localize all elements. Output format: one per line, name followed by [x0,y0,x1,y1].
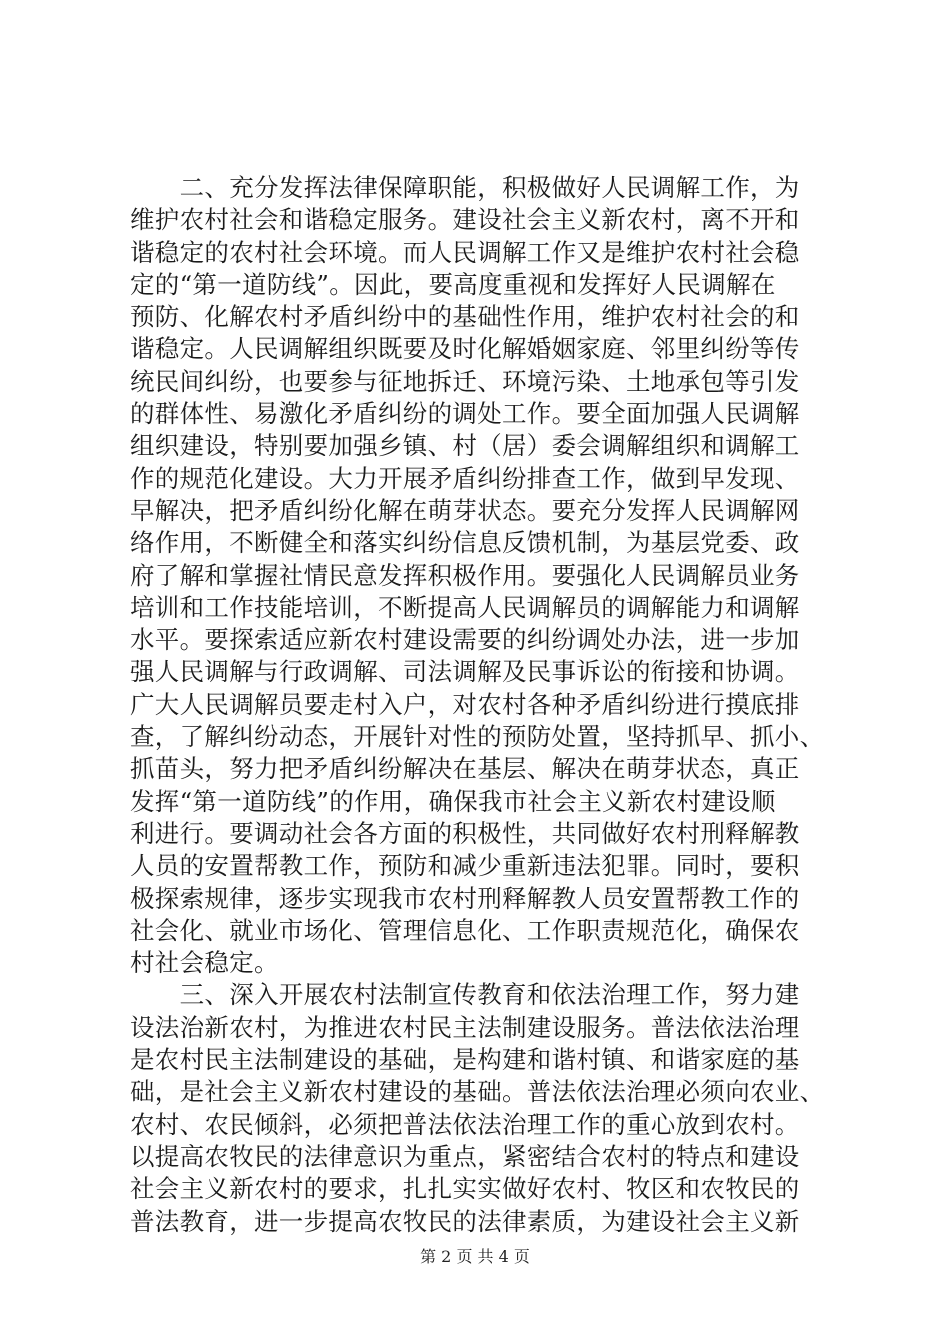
text-line: 水平。要探索适应新农村建设需要的纠纷调处办法，进一步加 [130,625,800,655]
text-line: 谐稳定。人民调解组织既要及时化解婚姻家庭、邻里纠纷等传 [130,334,800,364]
text-line: 农村、农民倾斜，必须把普法依法治理工作的重心放到农村。 [130,1109,800,1139]
text-line: 预防、化解农村矛盾纠纷中的基础性作用，维护农村社会的和 [130,302,800,332]
page-footer [0,1244,950,1267]
text-line: 础，是社会主义新农村建设的基础。普法依法治理必须向农业、 [130,1077,825,1107]
page-number-label: 第 2 页 共 4 页 [420,1247,530,1266]
text-line: 组织建设，特别要加强乡镇、村（居）委会调解组织和调解工 [130,431,800,461]
text-line: 以提高农牧民的法律意识为重点，紧密结合农村的特点和建设 [130,1141,800,1171]
text-line: 社会化、就业市场化、管理信息化、工作职责规范化，确保农 [130,915,800,945]
text-line: 查，了解纠纷动态，开展针对性的预防处置，坚持抓早、抓小、 [130,722,825,752]
text-line: 维护农村社会和谐稳定服务。建设社会主义新农村，离不开和 [130,205,800,235]
text-line: 的群体性、易激化矛盾纠纷的调处工作。要全面加强人民调解 [130,399,800,429]
text-line: 发挥“第一道防线”的作用，确保我市社会主义新农村建设顺 [130,786,776,816]
text-line: 统民间纠纷，也要参与征地拆迁、环境污染、土地承包等引发 [130,366,800,396]
text-line: 络作用，不断健全和落实纠纷信息反馈机制，为基层党委、政 [130,528,800,558]
text-line: 培训和工作技能培训，不断提高人民调解员的调解能力和调解 [130,592,800,622]
text-line: 社会主义新农村的要求，扎扎实实做好农村、牧区和农牧民的 [130,1174,800,1204]
text-line: 人员的安置帮教工作，预防和减少重新违法犯罪。同时，要积 [130,851,800,881]
text-line: 谐稳定的农村社会环境。而人民调解工作又是维护农村社会稳 [130,237,800,267]
document-body [130,172,830,1238]
text-line: 定的“第一道防线”。因此，要高度重视和发挥好人民调解在 [130,269,776,299]
text-line: 府了解和掌握社情民意发挥积极作用。要强化人民调解员业务 [130,560,800,590]
text-line: 抓苗头，努力把矛盾纠纷解决在基层、解决在萌芽状态，真正 [130,754,800,784]
text-line: 作的规范化建设。大力开展矛盾纠纷排查工作，做到早发现、 [130,463,800,493]
text-line: 强人民调解与行政调解、司法调解及民事诉讼的衔接和协调。 [130,657,800,687]
text-line: 普法教育，进一步提高农牧民的法律素质，为建设社会主义新 [130,1206,800,1236]
text-line: 极探索规律，逐步实现我市农村刑释解教人员安置帮教工作的 [130,883,800,913]
text-line: 利进行。要调动社会各方面的积极性，共同做好农村刑释解教 [130,818,800,848]
text-line: 早解决，把矛盾纠纷化解在萌芽状态。要充分发挥人民调解网 [130,495,800,525]
text-line: 三、深入开展农村法制宣传教育和依法治理工作，努力建 [130,980,800,1010]
text-line: 设法治新农村，为推进农村民主法制建设服务。普法依法治理 [130,1012,800,1042]
text-line: 是农村民主法制建设的基础，是构建和谐村镇、和谐家庭的基 [130,1045,800,1075]
text-line: 二、充分发挥法律保障职能，积极做好人民调解工作，为 [130,173,800,202]
text-line: 村社会稳定。 [130,948,279,978]
text-line: 广大人民调解员要走村入户，对农村各种矛盾纠纷进行摸底排 [130,689,800,719]
